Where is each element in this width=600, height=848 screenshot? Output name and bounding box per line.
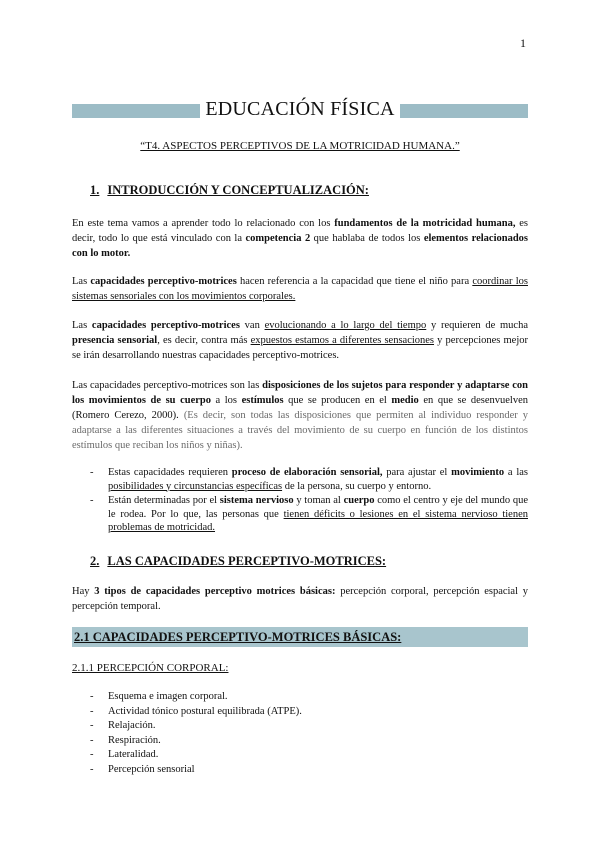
section-1-title: INTRODUCCIÓN Y CONCEPTUALIZACIÓN: [107,183,369,197]
bold-text: capacidades perceptivo-motrices [91,320,240,331]
bold-text: movimiento [451,467,505,478]
paragraph-3 [72,318,528,363]
list-item: - Esquema e imagen corporal. [90,690,302,705]
text-run: Las [72,320,92,331]
text-run: a las [504,467,528,478]
section-2-1-heading [72,627,528,647]
bold-text: proceso de elaboración sensorial, [231,467,383,478]
document-title [0,98,600,121]
underlined-text: tienen déficits o lesiones en el sistema nervioso tienen problemas de motricidad. [108,508,528,533]
underlined-text: coordinar los sistemas sensoriales con los movimientos corporales. [72,276,528,302]
bold-text: medio [391,395,419,406]
bullet-list-1 [90,466,528,535]
text-run: hacen referencia a la capacidad que tiene el niño para [236,276,473,287]
bullet-item [90,466,528,493]
bold-text: competencia 2 [245,233,311,244]
paragraph-2 [72,274,528,304]
text-run: de la persona, su cuerpo y entorno. [282,480,432,492]
section-2-1-title: 2.1 CAPACIDADES PERCEPTIVO-MOTRICES BÁSICAS: [74,630,402,644]
perception-list [90,690,302,777]
text-run: a los [210,395,242,406]
section-2-intro [72,584,528,614]
bullet-item [90,494,528,535]
bold-text: capacidades perceptivo-motrices [90,276,237,287]
underlined-text: expuestos estamos a diferentes sensaciones [250,335,435,346]
text-run: es decir, todo lo que está vinculado con la [72,218,529,244]
document-title-text: EDUCACIÓN FÍSICA [200,98,399,120]
page-number: 1 [520,36,526,50]
section-2-number: 2. [90,554,100,568]
text-run: Hay [72,586,95,597]
text-run: Las [72,276,91,287]
list-item: - Percepción sensorial [90,763,302,778]
text-run: como el centro y eje del mundo que le rodea. Por lo que, las personas que [108,495,528,520]
bold-text: sistema nervioso [219,495,294,506]
list-item: - Respiración. [90,734,302,749]
text-run: , es decir, contra más [157,335,251,346]
text-run: en que se desenvuelven (Romero Cerezo, 2000). [72,395,529,421]
bold-text: fundamentos de la motricidad humana, [334,218,516,229]
text-run: y requieren de mucha [426,320,528,331]
bold-text: elementos relacionados con lo motor. [72,233,528,259]
bold-text: cuerpo [343,495,375,506]
paragraph-4 [72,378,528,453]
section-1-heading [90,183,369,198]
text-run: van [239,320,265,331]
paragraph-1 [72,216,528,261]
bold-text: disposiciones de los sujetos para responder y adaptarse con los movimientos de su cuerpo [72,380,529,406]
text-run: para ajustar el [382,467,452,478]
text-run: En este tema vamos a aprender todo lo relacionado con los [72,218,335,229]
text-run: Las capacidades perceptivo-motrices son las [72,380,263,391]
text-run: (Es decir, son todas las disposiciones que permiten al individuo responder y adaptarse a las diferentes situaciones a través del movimiento de su cuerpo en función de los distintos estímulos que reciban los niños y niñas). [72,410,528,451]
text-run: Estas capacidades requieren [108,467,232,478]
list-item: - Lateralidad. [90,748,302,763]
bold-text: presencia sensorial [72,335,158,346]
text-run: que se producen en el [283,395,392,406]
section-2-heading [90,554,386,569]
text-run: percepción corporal, percepción espacial y percepción temporal. [72,586,529,612]
text-run: Están determinadas por el [108,495,220,506]
text-run: que hablaba de todos los [310,233,424,244]
list-item: - Relajación. [90,719,302,734]
section-1-number: 1. [90,183,100,197]
subsection-heading: 2.1.1 PERCEPCIÓN CORPORAL: [72,662,229,674]
underlined-text: evolucionando a lo largo del tiempo [264,320,427,331]
underlined-text: posibilidades y circunstancias específicas [108,480,283,492]
text-run: y toman al [293,495,344,506]
list-item: - Actividad tónico postural equilibrada (ATPE). [90,705,302,720]
document-subtitle: “T4. ASPECTOS PERCEPTIVOS DE LA MOTRICIDAD HUMANA.” [140,140,460,152]
text-run: y percepciones mejor se irán desarrollando nuestras capacidades perceptivo-motrices. [72,335,528,361]
bold-text: 3 tipos de capacidades perceptivo motrices básicas: [94,586,336,597]
section-2-title: LAS CAPACIDADES PERCEPTIVO-MOTRICES: [107,554,387,568]
bold-text: estímulos [241,395,284,406]
